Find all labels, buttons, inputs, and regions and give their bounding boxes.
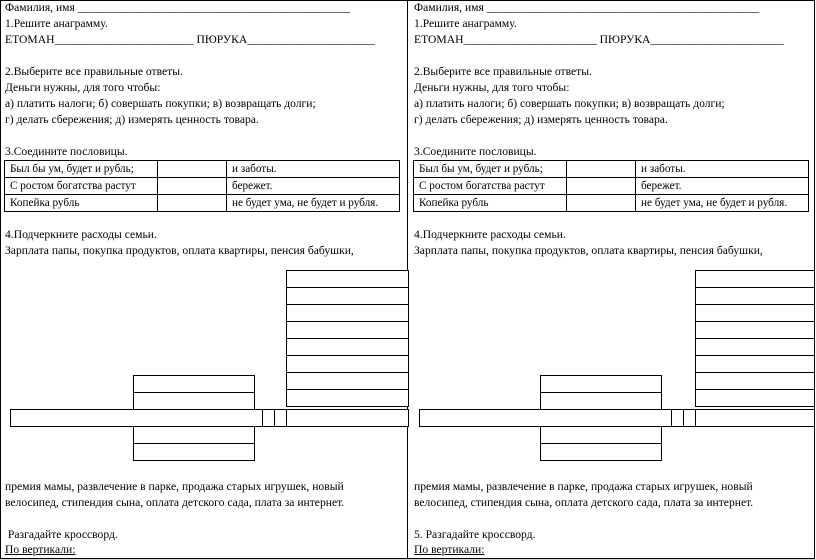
proverb-gap — [158, 195, 227, 212]
proverb-end: и заботы. — [636, 161, 809, 178]
task5-subtitle: По вертикали: — [5, 543, 76, 556]
task2-title: 2.Выберите все правильные ответы. — [414, 65, 592, 78]
task1-title: 1.Решите анаграмму. — [414, 17, 517, 30]
table-row — [5, 195, 400, 212]
name-field: Фамилия, имя _______________________________________________ — [414, 1, 760, 14]
task4-line: велосипед, стипендия сына, оплата детского сада, плата за интернет. — [5, 496, 345, 509]
proverb-start: Был бы ум, будет и рубль; — [5, 161, 158, 178]
task2-line: г) делать сбережения; д) измерять ценность товара. — [414, 113, 668, 126]
proverb-start: Был бы ум, будет и рубль; — [414, 161, 567, 178]
crossword-cell[interactable] — [286, 355, 409, 373]
proverb-end: бережет. — [636, 178, 809, 195]
task4-line: премия мамы, развлечение в парке, продажа старых игрушек, новый — [414, 480, 753, 493]
task4-line: Зарплата папы, покупка продуктов, оплата квартиры, пенсия бабушки, — [5, 244, 354, 257]
task2-line: Деньги нужны, для того чтобы: — [5, 81, 161, 94]
task4-title: 4.Подчеркните расходы семьи. — [5, 228, 157, 241]
table-row — [5, 161, 400, 178]
proverb-gap — [567, 178, 636, 195]
crossword-cell[interactable] — [695, 355, 815, 373]
crossword-cell[interactable] — [133, 392, 255, 410]
proverb-gap — [567, 161, 636, 178]
crossword-cell[interactable] — [695, 338, 815, 356]
crossword-cell[interactable] — [286, 270, 409, 288]
proverbs-table — [413, 160, 809, 212]
crossword-cell[interactable] — [286, 409, 409, 427]
proverb-start: С ростом богатства растут — [5, 178, 158, 195]
crossword-cell[interactable] — [695, 304, 815, 322]
name-field: Фамилия, имя _______________________________________________ — [5, 1, 351, 14]
task2-title: 2.Выберите все правильные ответы. — [5, 65, 183, 78]
crossword-cell[interactable] — [286, 321, 409, 339]
task3-title: 3.Соедините пословицы. — [5, 145, 128, 158]
crossword-cell[interactable] — [540, 392, 662, 410]
task2-line: Деньги нужны, для того чтобы: — [414, 81, 570, 94]
crossword-cell[interactable] — [10, 409, 263, 427]
crossword-cell[interactable] — [695, 270, 815, 288]
crossword-cell[interactable] — [695, 372, 815, 390]
proverbs-table — [4, 160, 400, 212]
proverb-end: бережет. — [227, 178, 400, 195]
task2-line: г) делать сбережения; д) измерять ценность товара. — [5, 113, 259, 126]
table-row — [414, 178, 809, 195]
crossword-cell[interactable] — [133, 443, 255, 461]
proverb-start: Копейка рубль — [5, 195, 158, 212]
task5-subtitle: По вертикали: — [414, 543, 485, 556]
task4-line: премия мамы, развлечение в парке, продажа старых игрушек, новый — [5, 480, 344, 493]
proverb-gap — [567, 195, 636, 212]
crossword-cell[interactable] — [695, 321, 815, 339]
crossword-cell[interactable] — [419, 409, 672, 427]
task5-title: Разгадайте кроссворд. — [5, 528, 118, 541]
task3-title: 3.Соедините пословицы. — [414, 145, 537, 158]
task1-title: 1.Решите анаграмму. — [5, 17, 108, 30]
task2-line: а) платить налоги; б) совершать покупки; в) возвращать долги; — [414, 97, 725, 110]
table-row — [414, 195, 809, 212]
proverb-gap — [158, 161, 227, 178]
crossword-cell[interactable] — [695, 287, 815, 305]
table-row — [5, 178, 400, 195]
crossword-cell[interactable] — [540, 443, 662, 461]
crossword-cell[interactable] — [695, 389, 815, 407]
worksheet-left — [0, 0, 400, 559]
crossword-cell[interactable] — [540, 375, 662, 393]
proverb-end: не будет ума, не будет и рубля. — [636, 195, 809, 212]
proverb-end: не будет ума, не будет и рубля. — [227, 195, 400, 212]
task4-line: велосипед, стипендия сына, оплата детского сада, плата за интернет. — [414, 496, 754, 509]
proverb-gap — [158, 178, 227, 195]
crossword-cell[interactable] — [286, 372, 409, 390]
crossword-cell[interactable] — [133, 375, 255, 393]
task4-line: Зарплата папы, покупка продуктов, оплата квартиры, пенсия бабушки, — [414, 244, 763, 257]
crossword-cell[interactable] — [540, 426, 662, 444]
proverb-start: Копейка рубль — [414, 195, 567, 212]
task4-title: 4.Подчеркните расходы семьи. — [414, 228, 566, 241]
task1-anagrams: ЕТОМАН_______________________ ПЮРУКА_______________________ — [414, 33, 784, 46]
table-row — [414, 161, 809, 178]
proverb-start: С ростом богатства растут — [414, 178, 567, 195]
crossword-cell[interactable] — [286, 389, 409, 407]
crossword-cell[interactable] — [286, 287, 409, 305]
worksheet-right — [409, 0, 815, 559]
crossword-cell[interactable] — [286, 304, 409, 322]
crossword-cell[interactable] — [286, 338, 409, 356]
crossword-cell[interactable] — [695, 409, 815, 427]
task1-anagrams: ЕТОМАН________________________ ПЮРУКА______________________ — [5, 33, 375, 46]
task2-line: а) платить налоги; б) совершать покупки; в) возвращать долги; — [5, 97, 316, 110]
task5-title: 5. Разгадайте кроссворд. — [414, 528, 536, 541]
crossword-cell[interactable] — [133, 426, 255, 444]
proverb-end: и заботы. — [227, 161, 400, 178]
